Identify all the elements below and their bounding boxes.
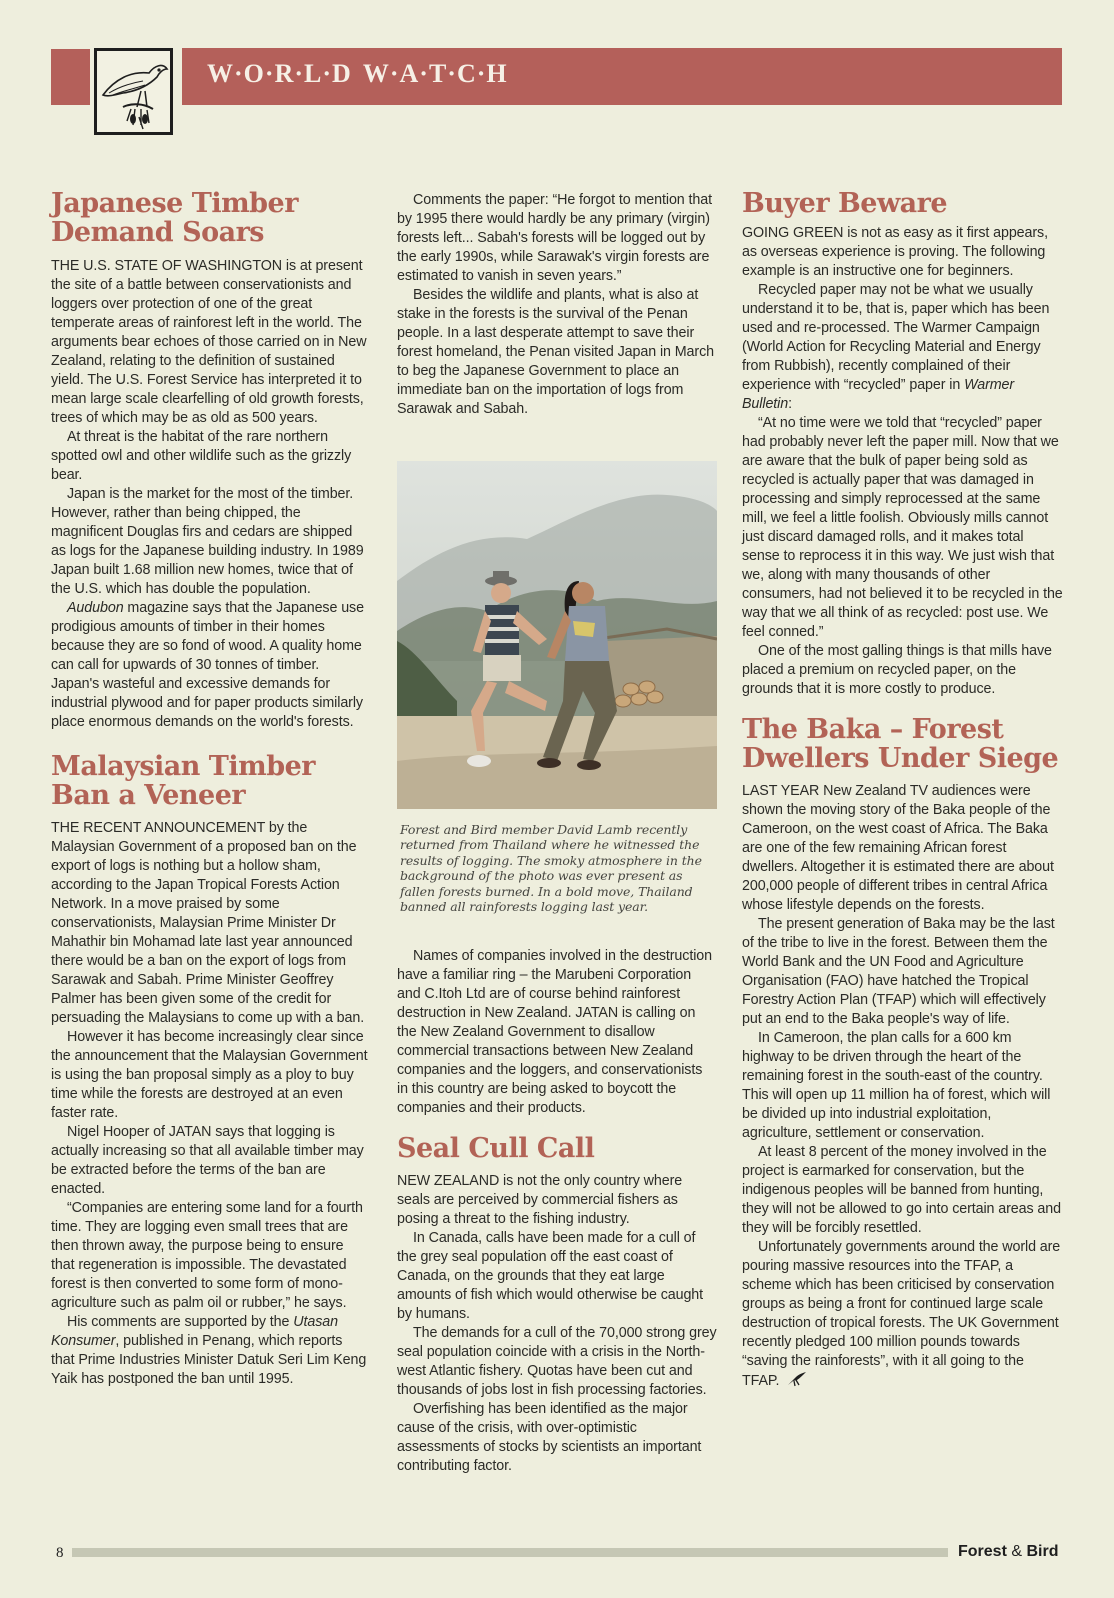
paragraph-text: , published in Penang, which reports that Prime Industries Minister Datuk Seri Lim Keng Yaik has postponed the ban until 1995. bbox=[51, 1333, 367, 1387]
italic-title: Audubon bbox=[67, 600, 124, 616]
brand-ampersand: & bbox=[1011, 1543, 1023, 1560]
paragraph: At threat is the habitat of the rare northern spotted owl and other wildlife such as the grizzly bear. bbox=[51, 429, 352, 483]
paragraph: At least 8 percent of the money involved in the project is earmarked for conservation, but the indigenous peoples will be banned from hunting, they will not be allowed to go into certain areas and they will be forcibly resettled. bbox=[742, 1144, 1061, 1236]
magazine-name bbox=[958, 1543, 1058, 1561]
paragraph: However it has become increasingly clear since the announcement that the Malaysian Government is using the ban proposal simply as a ploy to buy time while the forests are destroyed at an even faster rate. bbox=[51, 1029, 368, 1121]
column-1 bbox=[51, 189, 369, 1389]
headline-malaysian-timber: Malaysian Timber Ban a Veneer bbox=[51, 751, 316, 811]
headline-seal-cull: Seal Cull Call bbox=[397, 1133, 595, 1164]
headline-buyer-beware: Buyer Beware bbox=[742, 188, 948, 219]
headline-baka: The Baka – Forest Dwellers Under Siege bbox=[742, 714, 1059, 774]
logo-box bbox=[94, 48, 173, 135]
paragraph: Nigel Hooper of JATAN says that logging is actually increasing so that all available timber may be extracted before the terms of the ban are enacted. bbox=[51, 1124, 364, 1197]
paragraph-text: : bbox=[788, 396, 792, 412]
paragraph: NEW ZEALAND is not the only country where seals are perceived by commercial fishers as posing a threat to the fishing industry. bbox=[397, 1173, 683, 1227]
paragraph: In Canada, calls have been made for a cull of the grey seal population off the east coast of Canada, on the grounds that they eat large amounts of fish which would otherwise be caught by humans. bbox=[397, 1230, 704, 1322]
photo-caption: Forest and Bird member David Lamb recently returned from Thailand where he witnessed the results of logging. The smoky atmosphere in the background of the photo was ever present as fallen forests burned. In a bold move, Thailand banned all rainforests logging last year. bbox=[400, 822, 702, 915]
paragraph: The present generation of Baka may be the last of the tribe to live in the forest. Between them the World Bank and the UN Food and Agriculture Organisation (FAO) have hatched the Tropical Forestry Action Plan (TFAP) which will effectively put an end to the Baka people's way of life. bbox=[742, 916, 1055, 1027]
paragraph-text: Recycled paper may not be what we usually understand it to be, that is, paper which has been used and re-processed. The Warmer Campaign (World Action for Recycling Material and Energy from Rubbish), recently complained of their experience with “recycled” paper in bbox=[742, 282, 1050, 393]
brand-word: Bird bbox=[1026, 1543, 1059, 1560]
paragraph: Overfishing has been identified as the major cause of the crisis, with over-optimistic assessments of stocks by scientists an important contributing factor. bbox=[397, 1401, 702, 1474]
bird-logo-icon bbox=[97, 51, 170, 132]
paragraph: GOING GREEN is not as easy as it first appears, as overseas experience is proving. The following example is an instructive one for beginners. bbox=[742, 225, 1048, 279]
header-left-bar bbox=[51, 49, 90, 105]
header-bar bbox=[182, 48, 1062, 105]
paragraph: “At no time were we told that “recycled” paper had probably never left the paper mill. Now that we are aware that the bulk of paper being sold as recycled is actually paper that was damaged in processing and simply reprocessed at the same mill, we feel a little foolish. Obviously mills cannot just discard damaged rolls, and it makes total sense to reprocess it in this way. We just wish that we, along with many thousands of other consumers, had not believed it to be recycled in the way that we all think of as recycled: post use. We feel conned.” bbox=[742, 415, 1063, 640]
paragraph: In Cameroon, the plan calls for a 600 km highway to be driven through the heart of the remaining forest in the south-east of the country. This will open up 11 million ha of forest, which will be divided up into industrial exploitation, agriculture, settlement or conservation. bbox=[742, 1030, 1051, 1141]
column-2-lower bbox=[397, 947, 717, 1476]
headline-japanese-timber: Japanese Timber Demand Soars bbox=[51, 188, 298, 248]
footer-rule bbox=[72, 1548, 948, 1557]
italic-title: Warmer Bulletin bbox=[742, 377, 1015, 412]
paragraph: Names of companies involved in the destruction have a familiar ring – the Marubeni Corporation and C.Itoh Ltd are of course behind rainforest destruction in New Zealand. JATAN is calling on the New Zealand Government to disallow commercial transactions between New Zealand companies and the loggers, and conservationists in this country are being asked to boycott the companies and their products. bbox=[397, 948, 712, 1116]
page-number: 8 bbox=[56, 1545, 64, 1561]
column-2 bbox=[397, 191, 717, 419]
paragraph: One of the most galling things is that mills have placed a premium on recycled paper, on the grounds that it is more costly to produce. bbox=[742, 643, 1052, 697]
paragraph: THE RECENT ANNOUNCEMENT by the Malaysian Government of a proposed ban on the export of logs is nothing but a hollow sham, according to the Japan Tropical Forests Action Network. In a move praised by some conservationists, Malaysian Prime Minister Dr Mahathir bin Mohamad late last year announced there would be a ban on the export of logs from Sarawak and Sabah. Prime Minister Geoffrey Palmer has been given some of the credit for persuading the Malaysians to come up with a ban. bbox=[51, 820, 365, 1026]
article-photo bbox=[397, 461, 717, 809]
paragraph bbox=[742, 1238, 1064, 1391]
paragraph: THE U.S. STATE OF WASHINGTON is at present the site of a battle between conservationists and loggers over protection of one of the great temperate areas of rainforest left in the world. The arguments bear echoes of those carried on in New Zealand, relating to the definition of sustained yield. The U.S. Forest Service has interpreted it to mean large scale clearfelling of old growth forests, trees of which may be as old as 500 years. bbox=[51, 258, 367, 426]
column-3 bbox=[742, 189, 1064, 1391]
paragraph-text: Unfortunately governments around the world are pouring massive resources into the TFAP, a scheme which has been criticised by conservation groups as being a front for continued large scale destruction of tropical forests. The UK Government recently pledged 100 million pounds towards “saving the rainforests”, with it all going to the TFAP. bbox=[742, 1239, 1061, 1389]
paragraph-text: magazine says that the Japanese use prodigious amounts of timber in their homes because they are so fond of wood. A quality home can call for upwards of 30 tonnes of timber. Japan's wasteful and excessive demands for industrial plywood and for paper products similarly place enormous demands on the world's forests. bbox=[51, 600, 364, 730]
paragraph: “Companies are entering some land for a fourth time. They are logging even small trees that are then thrown away, the purpose being to ensure that regeneration is impossible. The devastated forest is then converted to some form of mono-agriculture such as palm oil or rubber,” he says. bbox=[51, 1200, 363, 1311]
section-title: W·O·R·L·D W·A·T·C·H bbox=[207, 59, 508, 88]
paragraph bbox=[51, 1313, 369, 1389]
paragraph: Besides the wildlife and plants, what is also at stake in the forests is the survival of the Penan people. In a last desperate attempt to save their forest homeland, the Penan visited Japan in March to beg the Japanese Government to place an immediate ban on the importation of logs from Sarawak and Sabah. bbox=[397, 287, 714, 417]
bird-end-mark-icon bbox=[787, 1371, 807, 1387]
paragraph-text: His comments are supported by the bbox=[67, 1314, 294, 1330]
paragraph: Japan is the market for the most of the timber. However, rather than being chipped, the magnificent Douglas firs and cedars are shipped as logs for the Japanese building industry. In 1989 Japan built 1.68 million new homes, twice that of the U.S. which has double the population. bbox=[51, 486, 364, 597]
paragraph: Comments the paper: “He forgot to mention that by 1995 there would hardly be any primary (virgin) forests left... Sabah's forests will be logged out by the early 1990s, while Sarawak's virgin forests are estimated to vanish in seven years.” bbox=[397, 192, 712, 284]
paragraph bbox=[742, 281, 1064, 414]
brand-word: Forest bbox=[958, 1543, 1007, 1560]
paragraph bbox=[51, 599, 369, 732]
paragraph: The demands for a cull of the 70,000 strong grey seal population coincide with a crisis in the North-west Atlantic fishery. Quotas have been cut and thousands of jobs lost in fish processing factories. bbox=[397, 1325, 717, 1398]
paragraph: LAST YEAR New Zealand TV audiences were shown the moving story of the Baka people of the Cameroon, on the west coast of Africa. The Baka are one of the few remaining African forest dwellers. Altogether it is estimated there are about 200,000 people of different tribes in central Africa whose lifestyle depends on the forests. bbox=[742, 783, 1054, 913]
italic-title: Utasan Konsumer bbox=[51, 1314, 338, 1349]
